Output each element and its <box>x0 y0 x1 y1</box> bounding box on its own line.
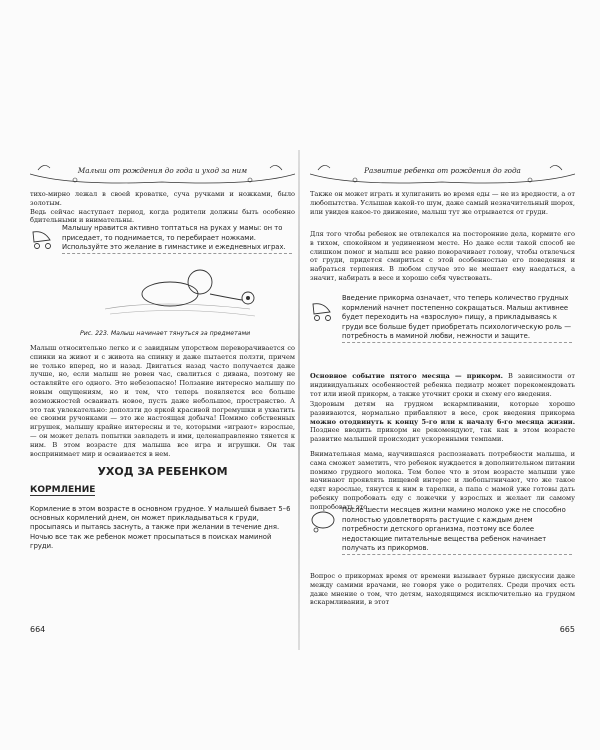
intro-line: Ведь сейчас наступает период, когда родители должны быть особенно бдительными и внимательны. <box>30 207 295 225</box>
left-page <box>30 160 295 640</box>
tip-note: Введение прикорма означает, что теперь количество грудных кормлений начнет постепенно сокращаться. Малыш активнее будет переходить на «взрослую» пищу, а прикладываясь к груди все больше будет приобретать психологическую роль — потребность в маминой любви, нежности и защите. <box>342 294 572 343</box>
body-paragraph: Малыш относительно легко и с завидным упорством переворачивается со спинки на живот и с живота на спинку и даже пытается ползти, причем не только вперед, но и назад. Двигаться назад часто получается даже лучше, но, если малыш не ровен час, свалиться с дивана, поэтому не оставляйте его одного. Это небезопасно! Ползание интересно малышу по новым ощущениям, но и тем, что теперь появляется все больше возможностей осваивать новое, пусть даже небольшое, пространство. А это так увлекательно: доползти до яркой красивой погремушки и ухватить ее своими ручонками — это же настоящая добыча! Помимо собственных игрушек, малышу крайне интересны и те, которыми «играют» взрослые, — он может делать попытки завладеть и ими, целенаправленно тянется к ним. В этом возрасте для малыша все игра и игрушки. Он так воспринимает мир и осваивается в нем. <box>30 344 295 458</box>
tip-note: Малышу нравится активно топтаться на руках у мамы: он то приседает, то поднимается, то перебирает ножками. Используйте это желание в гимнастике и ежедневных играх. <box>62 224 292 254</box>
bold-lead: Основное событие пятого месяца — прикорм. <box>310 372 503 380</box>
section-title: УХОД ЗА РЕБЕНКОМ <box>97 465 228 478</box>
page-number: 665 <box>559 625 575 634</box>
body-paragraph <box>310 372 575 398</box>
tip-note: После шести месяцев жизни мамино молоко уже не способно полностью удовлетворять растущие с каждым днем потребности детского организма, поэтому все более недостающие питательные вещества ребенок начинает получать из прикормов. <box>342 506 572 555</box>
page-header-title: Развитие ребенка от рождения до года <box>364 166 521 175</box>
bold-emphasis: можно отодвинуть к концу 5-го или к началу 6-го месяца жизни. <box>310 417 575 426</box>
feeding-paragraph: Кормление в этом возрасте в основном грудное. У малышей бывает 5–6 основных кормлений днем, он может прикладываться к груди, просыпаясь и пытаясь заснуть, а также при желании в течение дня. Ночью все так же ребенок может просыпаться в поисках маминой груди. <box>30 505 291 550</box>
stroller-icon <box>30 228 56 250</box>
page-number: 664 <box>30 625 46 634</box>
intro-text <box>30 190 295 225</box>
body-paragraph: Для того чтобы ребенок не отвлекался на посторонние дела, кормите его в тихом, спокойном и уединенном месте. Но даже если такой способ не слишком помог и малыш все равно поворачивает голову, чтобы отвлечься от груди, придется смириться с этой особенностью его поведения и набраться терпения. В любом случае это не мешает ему наедаться, а значит, набирать в весе и хорошо себя чувствовать. <box>310 230 575 282</box>
sub-title: КОРМЛЕНИЕ <box>30 485 96 495</box>
paragraph-text: В зависимости от индивидуальных особенностей ребенка педиатр может порекомендовать тот или иной прикорм, а также уточнит сроки и схему его введения. <box>310 372 575 398</box>
thought-bubble-icon <box>310 510 336 534</box>
body-paragraph: Также он может играть и хулиганить во время еды — не из вредности, а от любопытства. Услышав какой-то шум, даже самый незначительный шорох, или увидев какое-то движение, малыш тут же отрывается от груди. <box>310 190 575 216</box>
figure-caption: Рис. 223. Малыш начинает тянуться за предметами <box>80 330 251 337</box>
stroller-icon <box>310 300 336 322</box>
intro-line: тихо-мирно лежал в своей кроватке, суча ручками и ножками, было золотым. <box>30 190 295 207</box>
body-paragraph: Внимательная мама, научившаяся распознавать потребности малыша, и сама сможет заметить, что ребенок нуждается в дополнительном питании помимо грудного молока. Тем более что в этом возрасте малыши уже начинают проявлять пищевой интерес и любопытничают, что же такое едят взрослые, тянутся к ним в тарелки, а папа с мамой уже готовы дать ребенку попробовать еду с ложечки у взрослых и желает ли самому попробовать это. <box>310 450 575 511</box>
right-page <box>310 160 575 640</box>
paragraph-text: Позднее вводить прикорм не рекомендуют, так как в этом возрасте развитие малышей происходит ускоренными темпами. <box>310 426 575 444</box>
right-page-header <box>310 160 575 188</box>
page-header-title: Малыш от рождения до года и уход за ним <box>77 166 248 175</box>
body-paragraph: Вопрос о прикормах время от времени вызывает бурные дискуссии даже между самими врачами, не говоря уже о родителях. Среди прочих есть даже мнение о том, что детям, находящимся исключительно на грудном вскармливании, в этот <box>310 572 575 607</box>
book-spine <box>298 150 300 650</box>
body-paragraph <box>310 400 575 444</box>
left-page-header <box>30 160 295 188</box>
baby-illustration <box>100 254 260 324</box>
paragraph-text: Здоровым детям на грудном вскармливании, которые хорошо развиваются, нормально прибавляют в весе, срок введения прикорма <box>310 400 575 417</box>
